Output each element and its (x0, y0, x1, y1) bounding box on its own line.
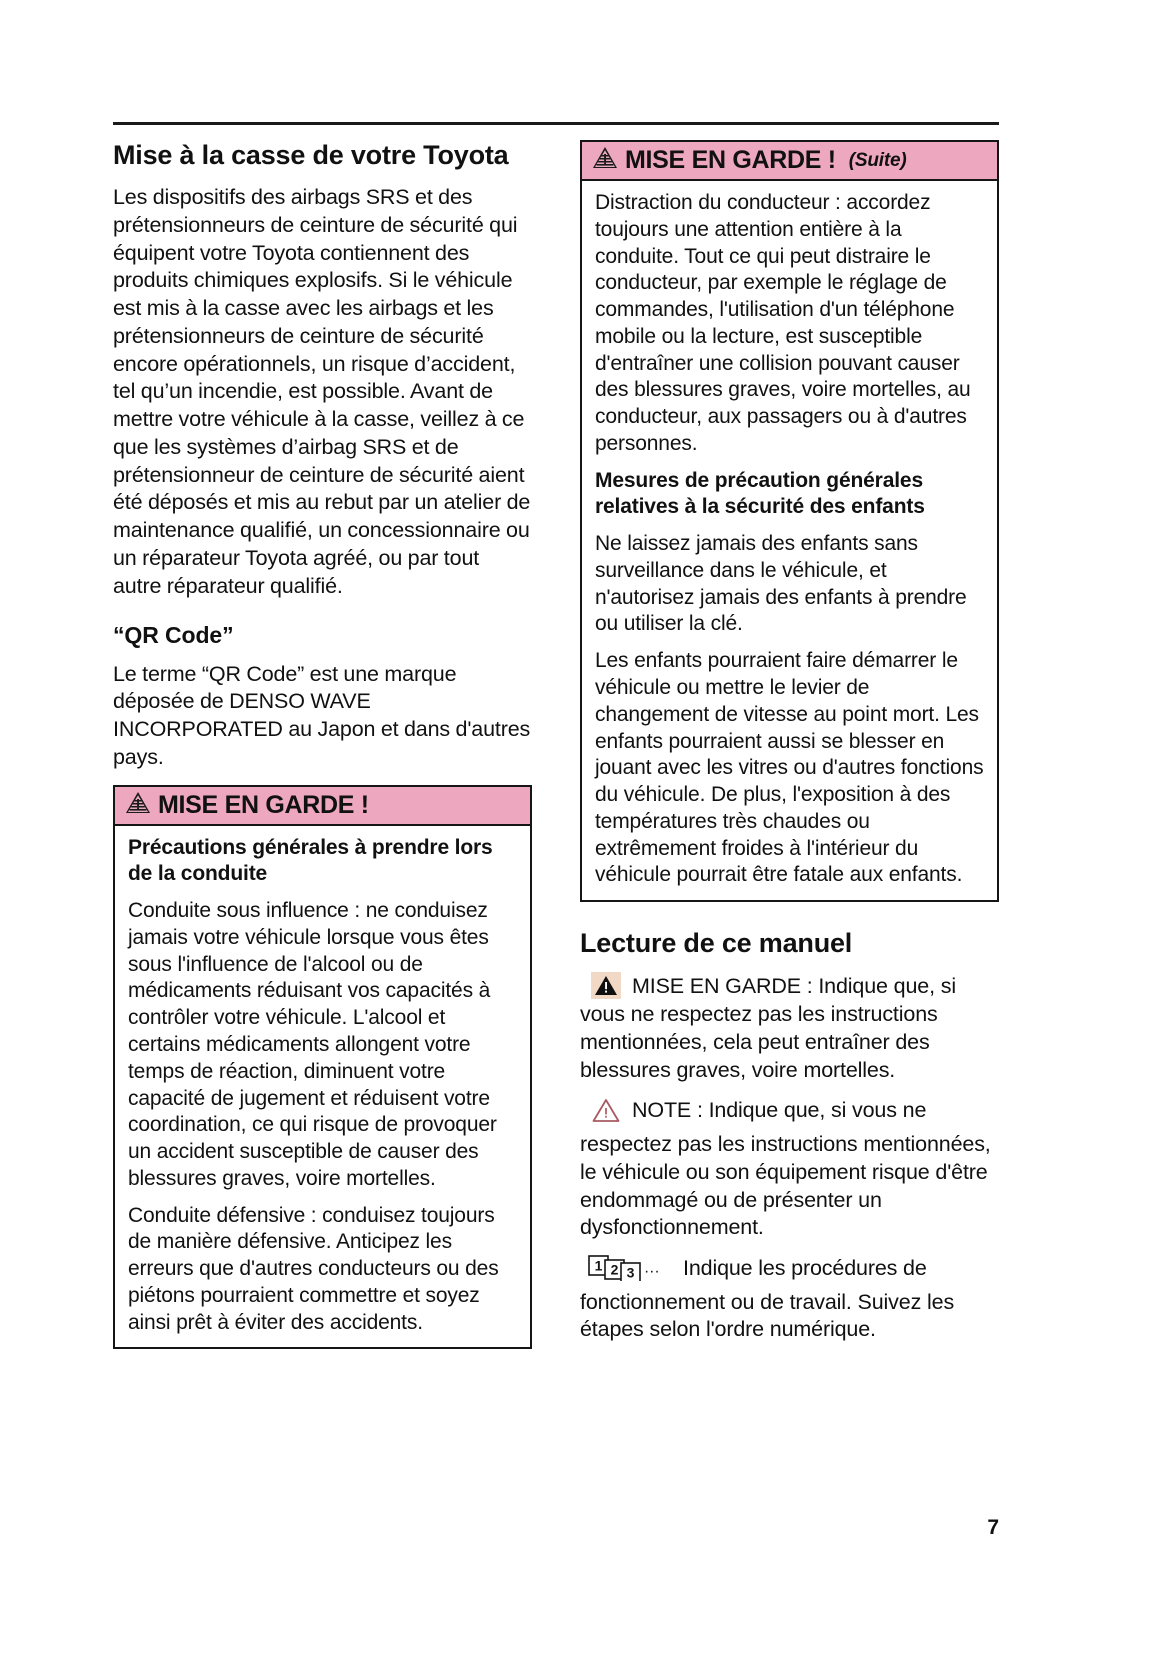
page-title-scrapping: Mise à la casse de votre Toyota (113, 140, 509, 170)
svg-text:···: ··· (644, 1262, 660, 1280)
warning-left-paragraph-2: Conduite défensive : conduisez toujours de manière défensive. Anticipez les erreurs que d'autres conducteurs ou des piétons pourraient commettre et soyez ainsi prêt à éviter des accidents. (128, 1203, 499, 1334)
warning-box-right (580, 140, 999, 902)
svg-text:1: 1 (594, 1257, 603, 1274)
warning-filled-triangle-icon (591, 972, 621, 999)
warning-box-right-label: MISE EN GARDE ! (625, 145, 836, 174)
warning-right-subheading: Mesures de précaution générales relatives à la sécurité des enfants (595, 468, 925, 519)
warning-box-right-body (582, 181, 997, 900)
left-column (113, 140, 532, 1357)
warning-right-paragraph-3: Les enfants pourraient faire démarrer le véhicule ou mettre le levier de changement de vitesse au point mort. Les enfants pourraient aussi se blesser en jouant avec les vitres ou d'autres fonctions du véhicule. De plus, l'exposition à des températures très chaudes ou extrêmement froides à l'intérieur du véhicule pourrait être fatale aux enfants. (595, 649, 984, 887)
warning-triangle-striped-icon (125, 791, 151, 819)
svg-text:2: 2 (610, 1261, 619, 1278)
legend-item-warning (580, 972, 999, 1084)
numbered-steps-icon (588, 1255, 674, 1289)
warning-triangle-striped-icon (592, 146, 618, 174)
page-number: 7 (987, 1516, 999, 1539)
paragraph-scrapping: Les dispositifs des airbags SRS et des prétensionneurs de ceinture de sécurité qui équipent votre Toyota contiennent des produits chimiques explosifs. Si le véhicule est mis à la casse avec les airbags et les prétensionneurs de ceinture de sécurité encore opérationnels, un risque d’accident, tel qu’un incendie, est possible. Avant de mettre votre véhicule à la casse, veillez à ce que les systèmes d’airbag SRS et de prétensionneur de ceinture de sécurité aient été déposés et mis au rebut par un atelier de maintenance qualifié, un concessionnaire ou un réparateur Toyota agréé, ou par tout autre réparateur qualifié. (113, 185, 531, 598)
legend-item-note (580, 1097, 999, 1242)
paragraph-qr-code: Le terme “QR Code” est une marque déposée de DENSO WAVE INCORPORATED au Japon et dans d'autres pays. (113, 661, 531, 769)
legend-steps-text: Indique les procédures de fonctionnement ou de travail. Suivez les étapes selon l'ordre numérique. (580, 1255, 955, 1342)
warning-box-right-suffix: (Suite) (848, 149, 907, 171)
warning-right-paragraph-1: Distraction du conducteur : accordez toujours une attention entière à la conduite. Tout ce qui peut distraire le conducteur, par exemple le réglage de commandes, l'utilisation d'un téléphone mobile ou la lecture, est susceptible d'entraîner une collision pouvant causer des blessures graves, voire mortelles, au conducteur, aux passagers ou à d'autres personnes. (595, 191, 971, 455)
right-column (580, 140, 999, 1357)
subtitle-qr-code: “QR Code” (113, 622, 234, 649)
warning-left-paragraph-1: Conduite sous influence : ne conduisez jamais votre véhicule lorsque vous êtes sous l'influence de l'alcool ou de médicaments réduisant vos capacités à contrôler votre véhicule. L'alcool et certains médicaments allongent votre temps de réaction, diminuent votre capacité de jugement et réduisent votre coordination, ce qui risque de provoquer un accident susceptible de causer des blessures graves, voire mortelles. (128, 899, 497, 1190)
header-rule (113, 122, 999, 125)
warning-right-paragraph-2: Ne laissez jamais des enfants sans surveillance dans le véhicule, et n'autorisez jamais des enfants à prendre ou utiliser la clé. (595, 532, 967, 636)
warning-box-left-label: MISE EN GARDE ! (158, 790, 369, 819)
page-title-reading-manual: Lecture de ce manuel (580, 928, 853, 959)
two-column-layout (113, 140, 999, 1357)
svg-text:3: 3 (626, 1264, 635, 1281)
warning-box-left (113, 785, 532, 1350)
warning-left-subheading: Précautions générales à prendre lors de la conduite (128, 835, 493, 886)
warning-box-right-header (582, 142, 997, 181)
legend-warning-text: MISE EN GARDE : Indique que, si vous ne respectez pas les instructions mentionnées, cela peut entraîner des blessures graves, voire mortelles. (580, 974, 956, 1082)
legend-item-steps (580, 1255, 999, 1344)
legend-note-text: NOTE : Indique que, si vous ne respectez pas les instructions mentionnées, le véhicule ou son équipement risque d'être endommagé ou de présenter un dysfonctionnement. (580, 1098, 991, 1240)
note-outline-triangle-icon (591, 1097, 621, 1131)
warning-box-left-body (115, 826, 530, 1348)
warning-box-left-header (115, 787, 530, 826)
